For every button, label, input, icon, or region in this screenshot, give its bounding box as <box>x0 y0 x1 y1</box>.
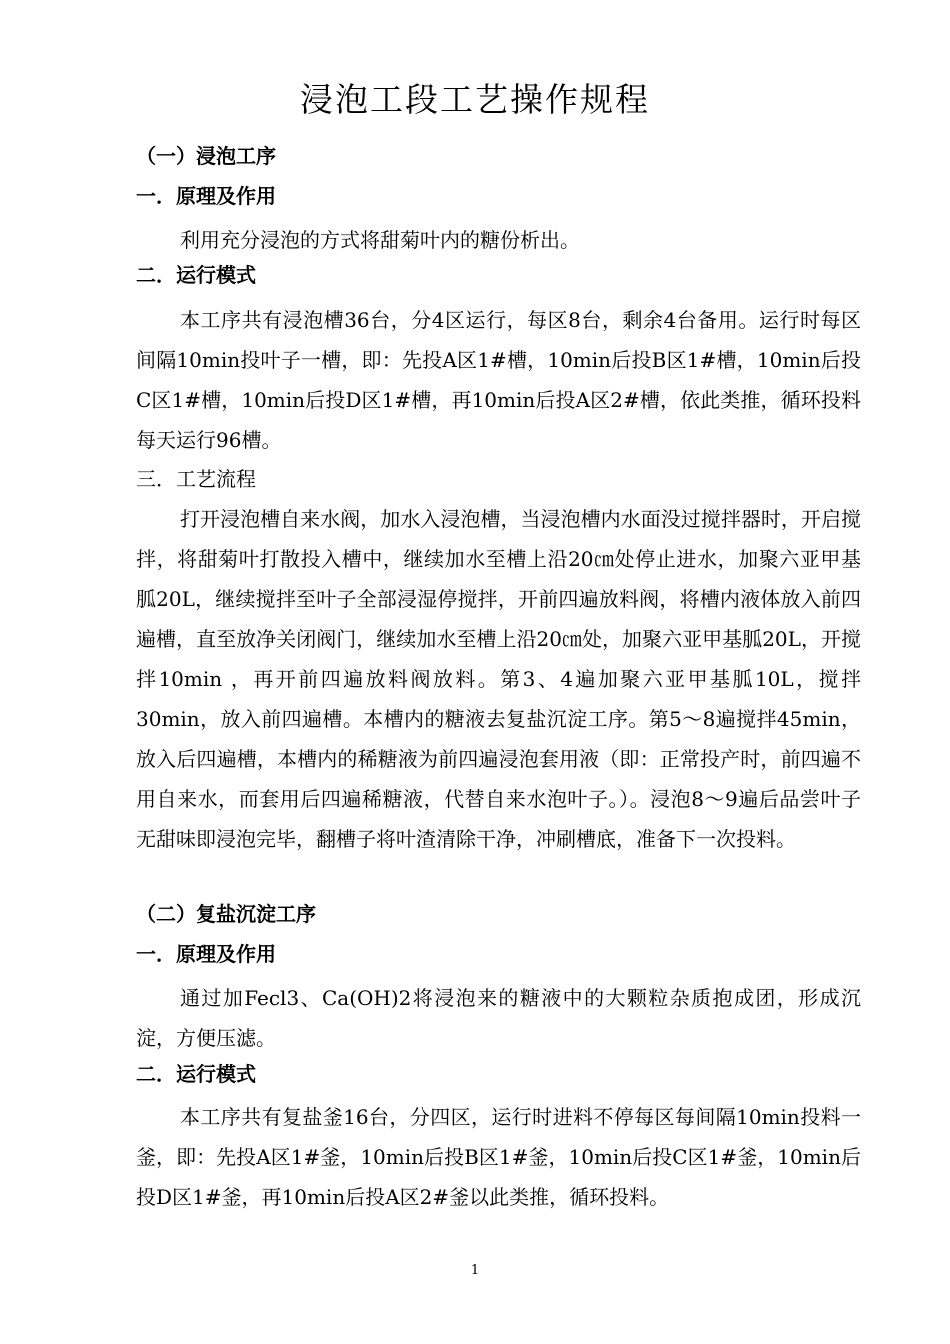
section-1-principle-text: 利用充分浸泡的方式将甜菊叶内的糖份析出。 <box>180 228 580 252</box>
section-2-mode-text: 本工序共有复盐釜16台，分四区，运行时进料不停每区每间隔10min投料一釜，即：先投A区1#釜，10min后投B区1#釜，10min后投C区1#釜，10min后投D区1#釜，再10min后投A区2#釜以此类推，循环投料。 <box>136 1105 861 1209</box>
section-2-principle-text: 通过加Fecl3、Ca(OH)2将浸泡来的糖液中的大颗粒杂质抱成团，形成沉淀，方便压滤。 <box>136 986 861 1050</box>
section-2-mode-heading: 二．运行模式 <box>136 1062 256 1086</box>
page-number: 1 <box>470 1263 480 1278</box>
section-1-process-heading: 三．工艺流程 <box>136 467 256 491</box>
section-1-heading: （一）浸泡工序 <box>136 144 276 168</box>
document-title: 浸泡工段工艺操作规程 <box>300 80 650 119</box>
section-2-heading: （二）复盐沉淀工序 <box>136 902 316 926</box>
section-1-process-text: 打开浸泡槽自来水阀，加水入浸泡槽，当浸泡槽内水面没过搅拌器时，开启搅拌，将甜菊叶打散投入槽中，继续加水至槽上沿20㎝处停止进水，加聚六亚甲基胍20L，继续搅拌至叶子全部浸湿停搅拌，开前四遍放料阀，将槽内液体放入前四遍槽，直至放净关闭阀门，继续加水至槽上沿20㎝处，加聚六亚甲基胍20L，开搅拌10min ，再开前四遍放料阀放料。第3、4遍加聚六亚甲基胍10L，搅拌30min，放入前四遍槽。本槽内的糖液去复盐沉淀工序。第5～8遍搅拌45min，放入后四遍槽，本槽内的稀糖液为前四遍浸泡套用液（即：正常投产时，前四遍不用自来水，而套用后四遍稀糖液，代替自来水泡叶子。）。浸泡8～9遍后品尝叶子无甜味即浸泡完毕，翻槽子将叶渣清除干净，冲刷槽底，准备下一次投料。 <box>136 507 861 851</box>
section-1-mode-text: 本工序共有浸泡槽36台，分4区运行，每区8台，剩余4台备用。运行时每区间隔10min投叶子一槽，即：先投A区1#槽，10min后投B区1#槽，10min后投C区1#槽，10min后投D区1#槽，再10min后投A区2#槽，依此类推，循环投料每天运行96槽。 <box>136 308 861 452</box>
section-1-principle-heading: 一．原理及作用 <box>136 184 276 208</box>
section-1-mode-heading: 二．运行模式 <box>136 263 256 287</box>
section-2-principle-heading: 一．原理及作用 <box>136 942 276 966</box>
